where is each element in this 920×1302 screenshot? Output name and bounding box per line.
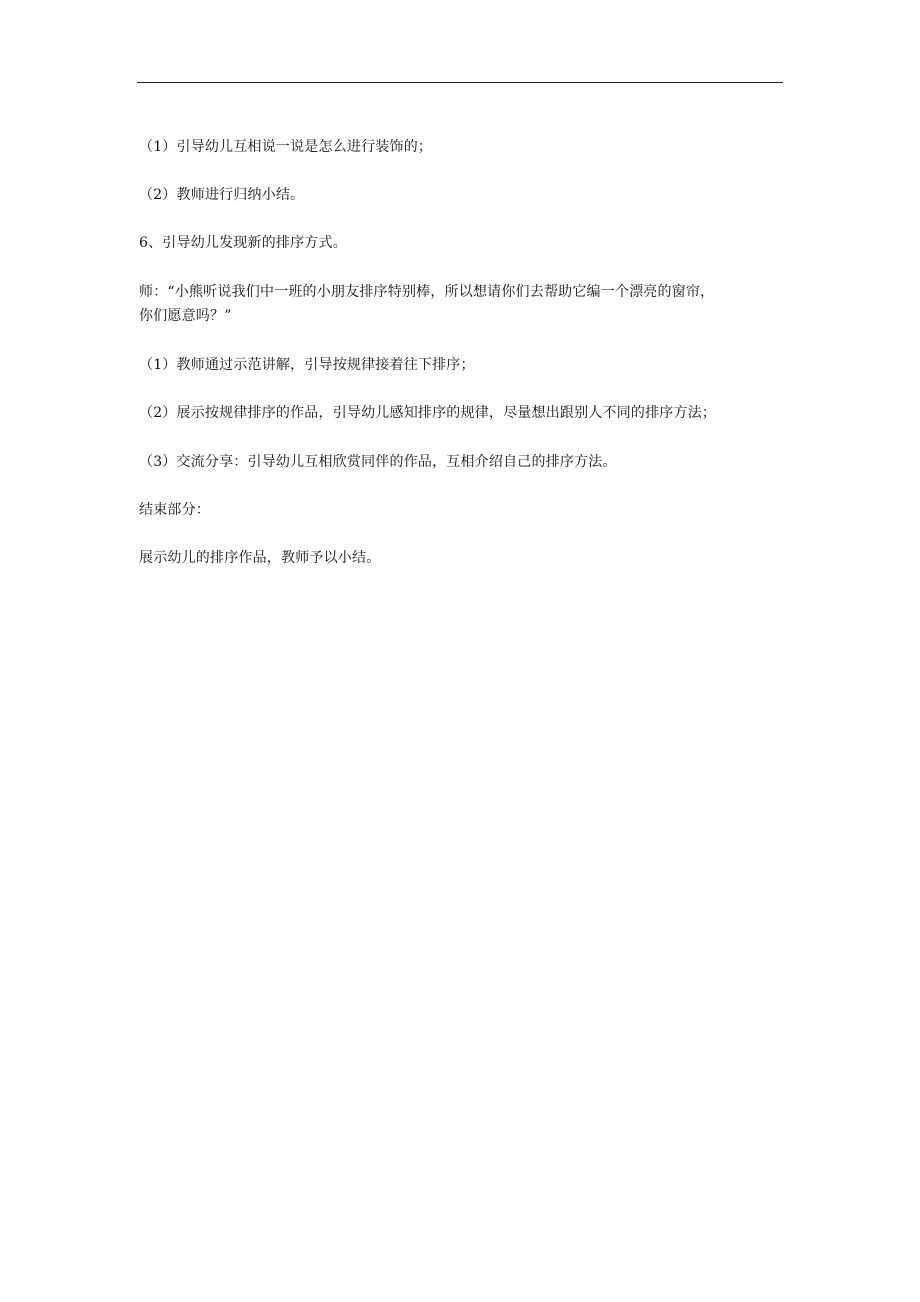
text-line-5: 你们愿意吗？”	[139, 308, 232, 324]
text-line-10: 展示幼儿的排序作品，教师予以小结。	[139, 550, 381, 566]
text-line-9: 结束部分：	[139, 502, 210, 518]
text-line-6: （1）教师通过示范讲解，引导按规律接着往下排序；	[139, 357, 475, 373]
text-line-3: 6、引导幼儿发现新的排序方式。	[139, 235, 347, 251]
text-line-2: （2）教师进行归纳小结。	[139, 187, 305, 203]
header-rule	[137, 82, 783, 83]
text-line-8: （3）交流分享：引导幼儿互相欣赏同伴的作品，互相介绍自己的排序方法。	[139, 454, 617, 470]
text-line-1: （1）引导幼儿互相说一说是怎么进行装饰的；	[139, 139, 433, 155]
text-line-7: （2）展示按规律排序的作品，引导幼儿感知排序的规律，尽量想出跟别人不同的排序方法；	[139, 405, 717, 421]
text-line-4: 师：“小熊听说我们中一班的小朋友排序特别棒，所以想请你们去帮助它编一个漂亮的窗帘，	[139, 284, 715, 300]
